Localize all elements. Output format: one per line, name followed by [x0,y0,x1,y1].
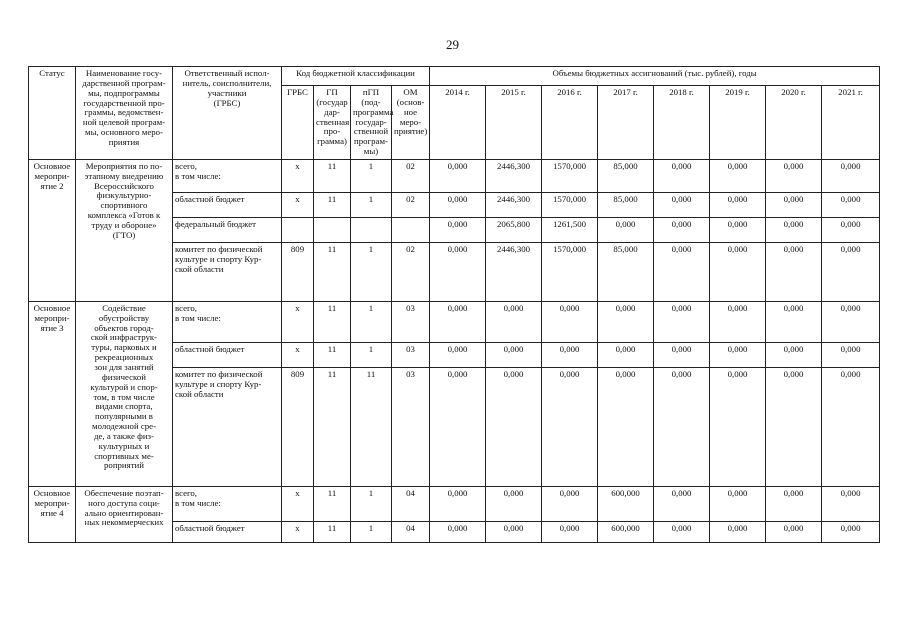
gp-cell: 11 [314,342,351,367]
header-year: 2017 г. [598,86,654,160]
amount-cell: 0,000 [598,217,654,242]
pgp-cell [351,217,392,242]
amount-cell: 0,000 [822,159,880,192]
amount-cell: 0,000 [766,342,822,367]
page-number: 29 [446,37,459,52]
grbs-cell: 809 [282,242,314,301]
pgp-cell: 1 [351,192,392,217]
gp-cell [314,217,351,242]
header-status: Статус [29,67,76,160]
amount-cell: 0,000 [822,367,880,486]
pgp-cell: 1 [351,159,392,192]
amount-cell: 0,000 [822,301,880,342]
amount-cell: 0,000 [430,242,486,301]
amount-cell: 0,000 [766,192,822,217]
amount-cell: 2446,300 [486,159,542,192]
header-year: 2018 г. [654,86,710,160]
amount-cell: 0,000 [766,367,822,486]
amount-cell: 2446,300 [486,192,542,217]
pgp-cell: 11 [351,367,392,486]
amount-cell: 0,000 [430,367,486,486]
amount-cell: 0,000 [486,486,542,521]
gp-cell: 11 [314,521,351,542]
amount-cell: 0,000 [822,242,880,301]
amount-cell: 0,000 [654,192,710,217]
amount-cell: 0,000 [430,217,486,242]
grbs-cell: x [282,521,314,542]
grbs-cell: x [282,486,314,521]
budget-table [28,66,880,543]
header-code-col: ГП (государ дар- ственная про- грамма) [314,86,351,160]
header-year: 2020 г. [766,86,822,160]
amount-cell: 0,000 [654,486,710,521]
amount-cell: 0,000 [598,301,654,342]
om-cell: 02 [392,192,430,217]
gp-cell: 11 [314,301,351,342]
amount-cell: 0,000 [598,367,654,486]
amount-cell: 1261,500 [542,217,598,242]
header-responsible: Ответственный испол- нитель, соисполнители, участники (ГРБС) [173,67,282,160]
header-year: 2019 г. [710,86,766,160]
amount-cell: 0,000 [542,486,598,521]
amount-cell: 0,000 [430,159,486,192]
amount-cell: 0,000 [710,486,766,521]
amount-cell: 85,000 [598,242,654,301]
activity-status: Основное меропри- ятие 3 [29,301,76,486]
grbs-cell: 809 [282,367,314,486]
om-cell: 04 [392,521,430,542]
amount-cell: 0,000 [430,301,486,342]
responsible-cell: всего, в том числе: [173,486,282,521]
amount-cell: 0,000 [766,159,822,192]
header-year: 2021 г. [822,86,880,160]
gp-cell: 11 [314,159,351,192]
amount-cell: 0,000 [486,521,542,542]
activity-name: Мероприятия по по- этапному внедрению Всероссийского физкультурно- спортивного комплекса «Готов к труду и обороне» (ГТО) [76,159,173,301]
pgp-cell: 1 [351,521,392,542]
responsible-cell: областной бюджет [173,342,282,367]
amount-cell: 0,000 [822,486,880,521]
gp-cell: 11 [314,486,351,521]
header-code-col: ОМ (основ- ное меро- приятие) [392,86,430,160]
amount-cell: 0,000 [654,159,710,192]
pgp-cell: 1 [351,242,392,301]
amount-cell: 600,000 [598,486,654,521]
amount-cell: 0,000 [710,301,766,342]
amount-cell: 0,000 [710,342,766,367]
amount-cell: 0,000 [822,217,880,242]
amount-cell: 1570,000 [542,192,598,217]
amount-cell: 0,000 [430,521,486,542]
amount-cell: 0,000 [710,159,766,192]
grbs-cell: x [282,159,314,192]
header-code-col: пГП (под- программа государ- ственной програм- мы) [351,86,392,160]
amount-cell: 0,000 [822,521,880,542]
amount-cell: 1570,000 [542,159,598,192]
grbs-cell: x [282,301,314,342]
grbs-cell: x [282,192,314,217]
header-row-1 [29,67,880,86]
activity-name: Обеспечение поэтап- ного доступа соци- ально ориентирован- ных некоммерческих [76,486,173,542]
amount-cell: 0,000 [486,367,542,486]
responsible-cell: областной бюджет [173,521,282,542]
activity-status: Основное меропри- ятие 4 [29,486,76,542]
amount-cell: 0,000 [710,217,766,242]
amount-cell: 85,000 [598,159,654,192]
amount-cell: 0,000 [542,367,598,486]
responsible-cell: всего, в том числе: [173,159,282,192]
om-cell [392,217,430,242]
header-name: Наименование госу- дарственной програм- мы, подпрограммы государственной про- граммы, ведомствен- ной целевой програм- мы, основного меро- приятия [76,67,173,160]
amount-cell: 0,000 [654,242,710,301]
header-year: 2015 г. [486,86,542,160]
om-cell: 03 [392,367,430,486]
amount-cell: 0,000 [710,521,766,542]
amount-cell: 0,000 [486,301,542,342]
om-cell: 03 [392,342,430,367]
amount-cell: 0,000 [430,192,486,217]
amount-cell: 0,000 [766,486,822,521]
amount-cell: 0,000 [654,521,710,542]
amount-cell: 0,000 [654,367,710,486]
amount-cell: 0,000 [430,342,486,367]
amount-cell: 0,000 [766,217,822,242]
om-cell: 03 [392,301,430,342]
gp-cell: 11 [314,242,351,301]
activity-status: Основное меропри- ятие 2 [29,159,76,301]
amount-cell: 0,000 [542,301,598,342]
om-cell: 02 [392,159,430,192]
pgp-cell: 1 [351,301,392,342]
amount-cell: 0,000 [430,486,486,521]
amount-cell: 0,000 [710,192,766,217]
responsible-cell: федеральный бюджет [173,217,282,242]
amount-cell: 0,000 [654,217,710,242]
amount-cell: 0,000 [598,342,654,367]
amount-cell: 2065,800 [486,217,542,242]
table-row [29,301,880,342]
header-year: 2016 г. [542,86,598,160]
header-code-col: ГРБС [282,86,314,160]
amount-cell: 0,000 [822,192,880,217]
amount-cell: 0,000 [766,301,822,342]
amount-cell: 0,000 [542,521,598,542]
amount-cell: 1570,000 [542,242,598,301]
amount-cell: 85,000 [598,192,654,217]
header-year: 2014 г. [430,86,486,160]
header-volumes-group: Объемы бюджетных ассигнований (тыс. рублей), годы [430,67,880,86]
amount-cell: 0,000 [710,242,766,301]
responsible-cell: всего, в том числе: [173,301,282,342]
om-cell: 04 [392,486,430,521]
responsible-cell: комитет по физической культуре и спорту Кур- ской области [173,242,282,301]
amount-cell: 0,000 [766,242,822,301]
amount-cell: 2446,300 [486,242,542,301]
pgp-cell: 1 [351,486,392,521]
amount-cell: 600,000 [598,521,654,542]
pgp-cell: 1 [351,342,392,367]
table-row [29,159,880,192]
responsible-cell: комитет по физической культуре и спорту Кур- ской области [173,367,282,486]
grbs-cell: x [282,342,314,367]
amount-cell: 0,000 [486,342,542,367]
amount-cell: 0,000 [766,521,822,542]
gp-cell: 11 [314,192,351,217]
amount-cell: 0,000 [542,342,598,367]
om-cell: 02 [392,242,430,301]
amount-cell: 0,000 [710,367,766,486]
amount-cell: 0,000 [654,342,710,367]
amount-cell: 0,000 [654,301,710,342]
table-row [29,486,880,521]
responsible-cell: областной бюджет [173,192,282,217]
amount-cell: 0,000 [822,342,880,367]
gp-cell: 11 [314,367,351,486]
activity-name: Содействие обустройству объектов город- ской инфраструк- туры, парковых и рекреационных зон для занятий физической культурой и спор- том, в том числе видами спорта, популярными в молодежной сре- де, а также физ- культурных и спортивных ме- роприятий [76,301,173,486]
grbs-cell [282,217,314,242]
header-code-group: Код бюджетной классификации [282,67,430,86]
